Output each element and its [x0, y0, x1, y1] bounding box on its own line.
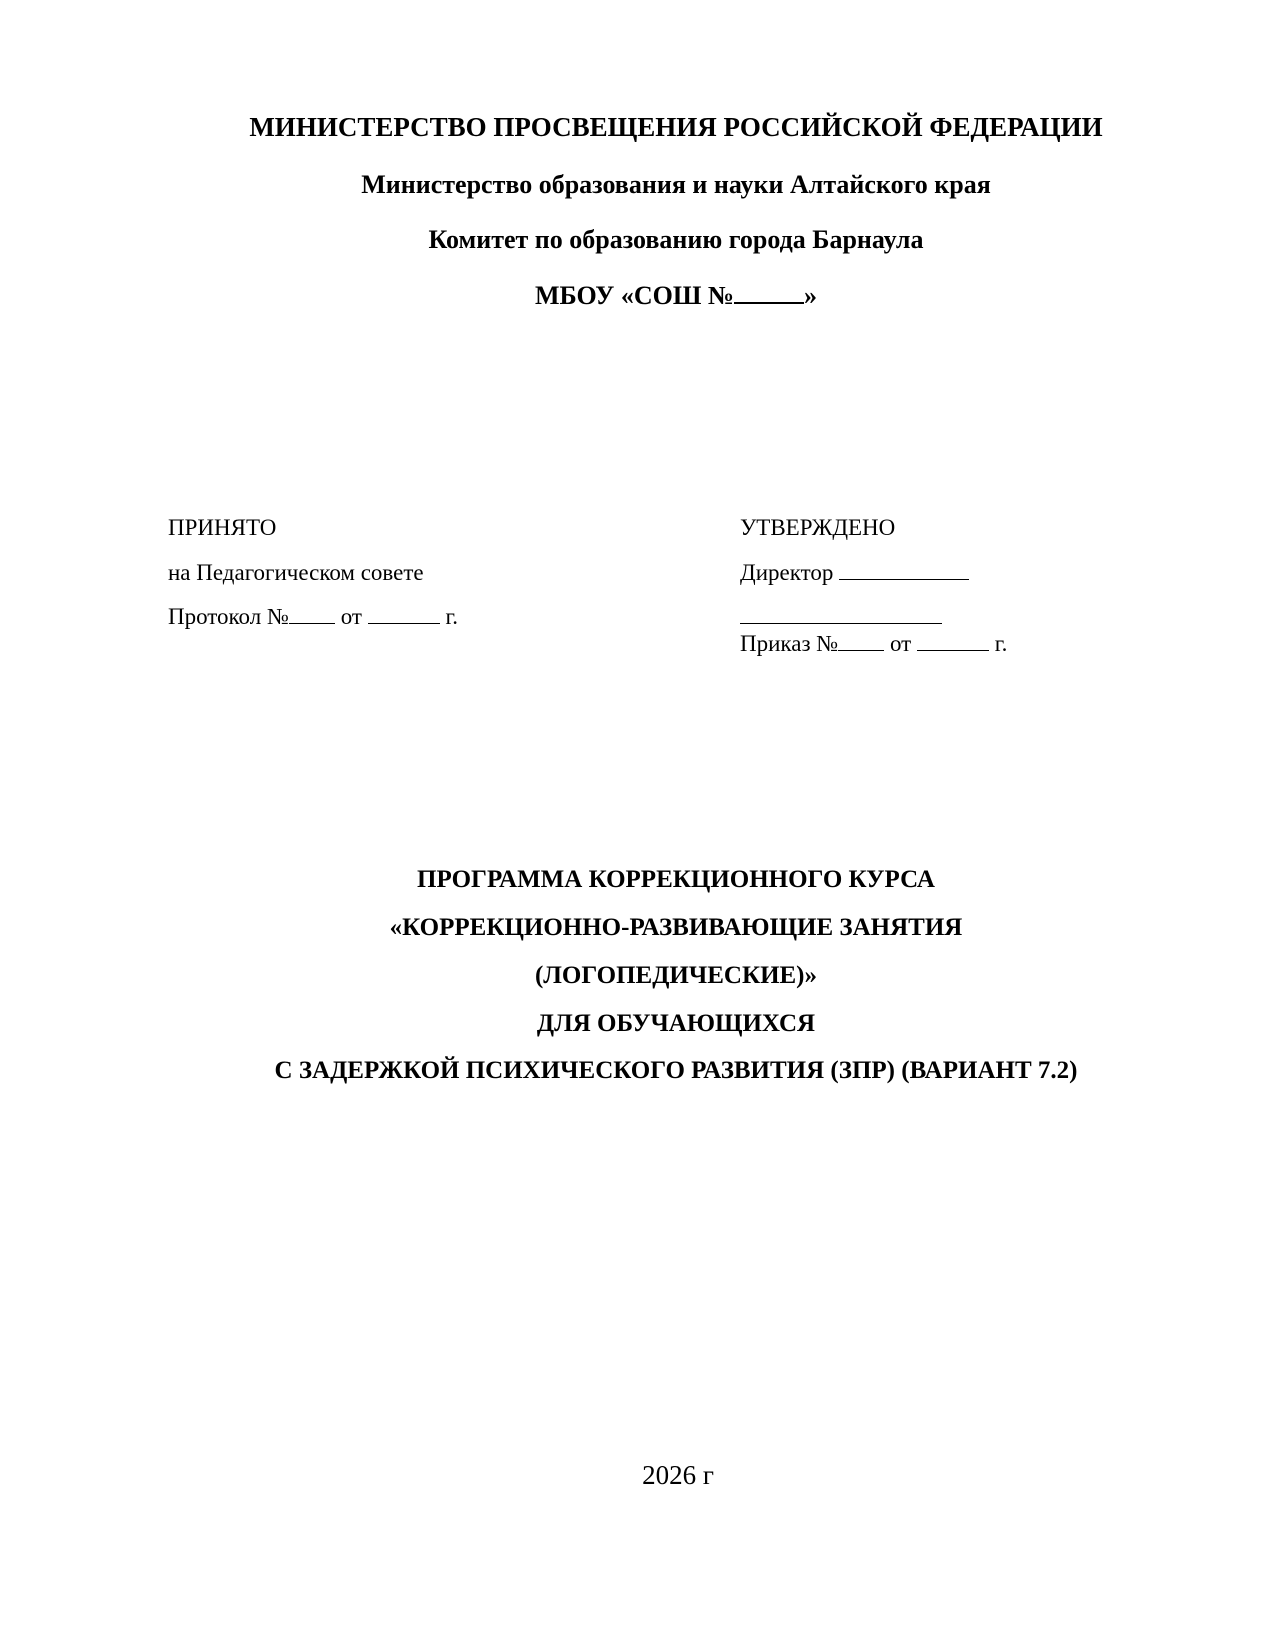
committee-heading: Комитет по образованию города Барнаула: [428, 225, 924, 254]
order-date-blank: [917, 632, 989, 651]
program-title-line-4: ДЛЯ ОБУЧАЮЩИХСЯ: [536, 1010, 816, 1037]
school-suffix: »: [804, 281, 818, 310]
director-name-blank: [740, 605, 942, 624]
program-title-line-1: ПРОГРАММА КОРРЕКЦИОННОГО КУРСА: [417, 866, 935, 893]
program-title-line-3: (ЛОГОПЕДИЧЕСКИЕ)»: [534, 962, 818, 989]
order-number-blank: [838, 632, 884, 651]
school-number-blank: [734, 280, 804, 304]
regional-ministry-heading: Министерство образования и науки Алтайского края: [361, 170, 991, 199]
director-name-line: [740, 605, 942, 628]
program-title-line-5: С ЗАДЕРЖКОЙ ПСИХИЧЕСКОГО РАЗВИТИЯ (ЗПР) (ВАРИАНТ 7.2): [274, 1057, 1078, 1084]
accepted-heading: ПРИНЯТО: [168, 515, 277, 540]
order-prefix: Приказ №: [740, 631, 839, 656]
approved-heading: УТВЕРЖДЕНО: [740, 515, 896, 540]
school-heading: [212, 280, 1140, 311]
protocol-from: от: [340, 604, 362, 629]
protocol-number-blank: [289, 605, 335, 624]
approved-order: [740, 632, 1007, 655]
school-prefix: МБОУ «СОШ №: [534, 281, 735, 310]
order-from: от: [889, 631, 912, 656]
protocol-year-suffix: г.: [445, 604, 459, 629]
director-signature-blank: [839, 561, 969, 580]
protocol-date-blank: [368, 605, 440, 624]
program-title-line-2: «КОРРЕКЦИОННО-РАЗВИВАЮЩИЕ ЗАНЯТИЯ: [389, 914, 963, 941]
document-year: 2026 г: [642, 1460, 714, 1490]
accepted-body: на Педагогическом совете: [168, 560, 424, 585]
director-label: Директор: [740, 560, 834, 585]
protocol-prefix: Протокол №: [168, 604, 289, 629]
ministry-heading: МИНИСТЕРСТВО ПРОСВЕЩЕНИЯ РОССИЙСКОЙ ФЕДЕРАЦИИ: [249, 112, 1103, 142]
accepted-protocol: [168, 605, 458, 628]
approved-director: [740, 561, 969, 584]
order-year-suffix: г.: [994, 631, 1008, 656]
